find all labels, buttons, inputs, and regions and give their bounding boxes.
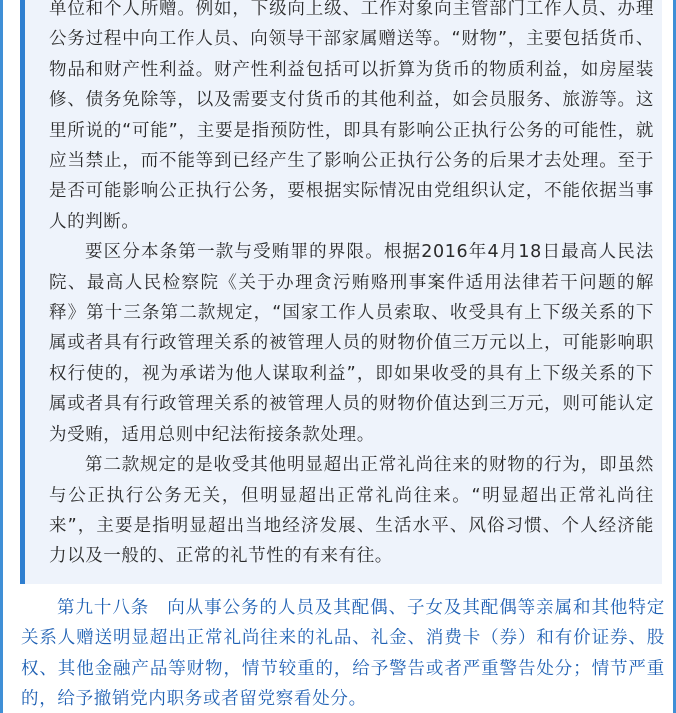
quote-paragraph-2: 要区分本条第一款与受贿罪的界限。根据2016年4月18日最高人民法院、最高人民检察院《关于办理贪污贿赂刑事案件适用法律若干问题的解释》第十三条第二款规定，“国家工作人员索取、收受具有上下级关系的下属或者具有行政管理关系的被管理人员的财物价值三万元以上，可能影响职权行使的，视为承诺为他人谋取利益”，即如果收受的具有上下级关系的下属或者具有行政管理关系的被管理人员的财物价值达到三万元，则可能认定为受贿，适用总则中纪法衔接条款处理。 xyxy=(49,242,654,445)
interpretation-quote-box xyxy=(20,0,662,584)
article-98 xyxy=(21,593,665,713)
article-text: 向从事公务的人员及其配偶、子女及其配偶等亲属和其他特定关系人赠送明显超出正常礼尚往来的礼品、礼金、消费卡（券）和有价证券、股权、其他金融产品等财物，情节较重的，给予警告或者严重警告处分；情节严重的，给予撤销党内职务或者留党察看处分。 xyxy=(21,598,666,710)
quote-paragraph-1: 单位和个人所赠。例如，下级向上级、工作对象向主管部门工作人员、办理公务过程中向工作人员、向领导干部家属赠送等。“财物”，主要包括货币、物品和财产性利益。财产性利益包括可以折算为货币的物质利益，如房屋装修、债务免除等，以及需要支付货币的其他利益，如会员服务、旅游等。这里所说的“可能”，主要是指预防性，即具有影响公正执行公务的可能性，就应当禁止，而不能等到已经产生了影响公正执行公务的后果才去处理。至于是否可能影响公正执行公务，要根据实际情况由党组织认定，不能依据当事人的判断。 xyxy=(49,0,654,232)
article-number: 第九十八条 xyxy=(57,598,150,618)
quote-paragraph-3: 第二款规定的是收受其他明显超出正常礼尚往来的财物的行为，即虽然与公正执行公务无关，但明显超出正常礼尚往来。“明显超出正常礼尚往来”，主要是指明显超出当地经济发展、生活水平、风俗习惯、个人经济能力以及一般的、正常的礼节性的有来有往。 xyxy=(49,455,654,567)
